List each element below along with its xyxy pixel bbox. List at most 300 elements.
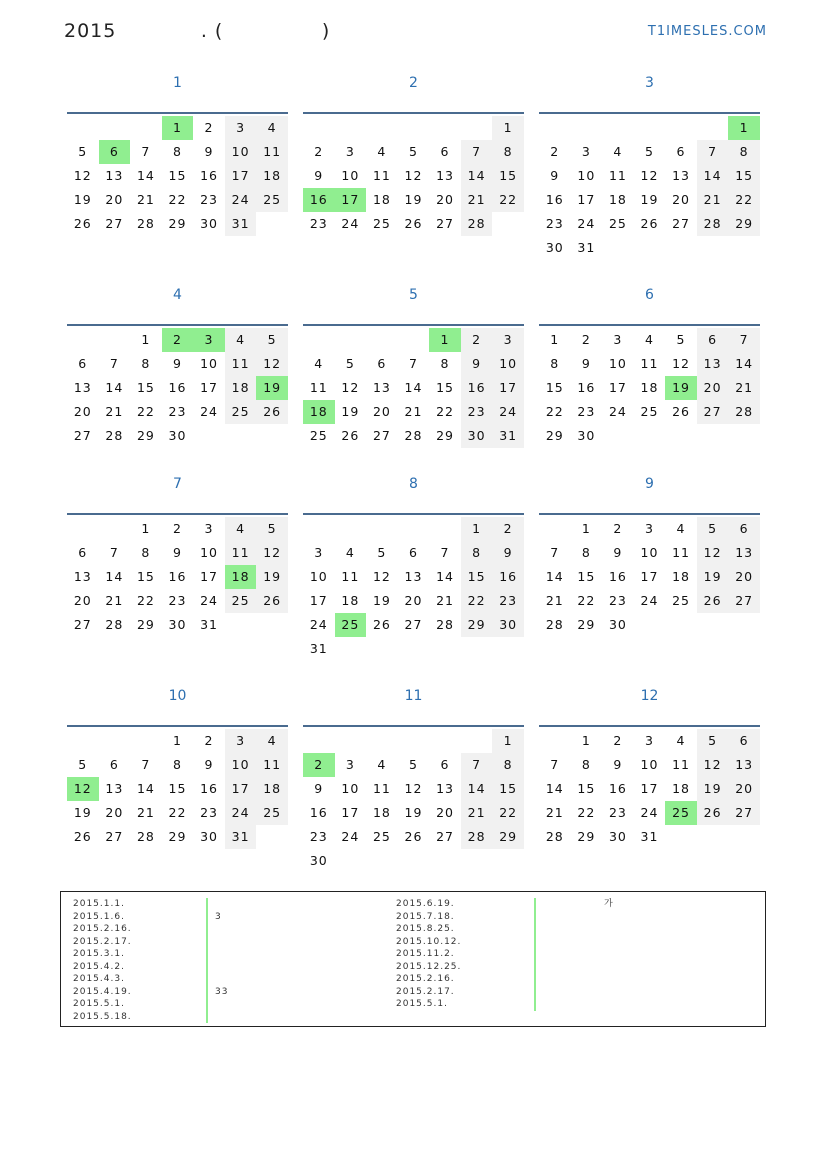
day-cell: 13 [73,569,92,584]
empty-cell [665,613,697,637]
day-cell: 5 [256,328,288,352]
day-cell: 24 [225,801,257,825]
day-cell: 16 [608,781,627,796]
legend-name: 33 [215,986,229,997]
day-cell: 19 [372,593,391,608]
day-cell: 26 [341,428,360,443]
day-cell: 18 [256,164,288,188]
day-cell: 5 [408,144,418,159]
day-cell: 11 [256,140,288,164]
day-cell: 27 [672,216,690,231]
week-row [67,212,288,236]
day-cell: 14 [105,569,124,584]
day-cell: 15 [168,781,187,796]
day-cell: 31 [492,424,524,448]
day-cell: 19 [697,777,729,801]
empty-cell [728,825,760,849]
day-cell: 3 [225,116,257,140]
empty-cell [99,517,131,541]
week-row [67,116,288,140]
day-cell: 17 [492,376,524,400]
day-cell: 12 [697,753,729,777]
week-row [539,400,760,424]
day-cell: 19 [665,376,697,400]
month-days [303,324,524,448]
day-cell: 30 [200,829,218,844]
day-cell: 19 [341,404,360,419]
day-cell: 22 [545,404,564,419]
day-cell: 2 [303,753,335,777]
week-row [67,164,288,188]
day-cell: 23 [492,589,524,613]
day-cell: 30 [168,617,187,632]
empty-cell [429,849,461,873]
empty-cell [366,729,398,753]
week-row [67,188,288,212]
day-cell: 7 [408,356,418,371]
day-cell: 23 [309,216,328,231]
empty-cell [429,729,461,753]
day-cell: 18 [640,380,659,395]
month-label: 1 [173,75,182,91]
day-cell: 14 [461,164,493,188]
week-row [539,376,760,400]
day-cell: 25 [640,404,659,419]
day-cell: 10 [309,569,328,584]
day-cell: 14 [136,168,155,183]
empty-cell [429,637,461,661]
day-cell: 19 [404,805,423,820]
week-row [539,565,760,589]
day-cell: 22 [436,404,454,419]
legend-marker [534,923,536,936]
day-cell: 23 [461,400,493,424]
empty-cell [225,613,257,637]
day-cell: 15 [545,380,564,395]
day-cell: 19 [697,565,729,589]
week-row [67,352,288,376]
day-cell: 18 [672,569,690,584]
day-cell: 2 [550,144,560,159]
day-cell: 7 [697,140,729,164]
week-row [67,517,288,541]
empty-cell [492,849,524,873]
empty-cell [697,236,729,260]
empty-cell [99,116,131,140]
legend-marker [206,973,208,986]
legend-date: 2015.4.2. [73,961,125,972]
day-cell: 22 [728,188,760,212]
empty-cell [728,236,760,260]
day-cell: 13 [672,168,690,183]
day-cell: 22 [577,593,596,608]
day-cell: 17 [577,192,596,207]
day-cell: 26 [672,404,690,419]
month-label: 2 [409,75,418,91]
day-cell: 8 [141,545,151,560]
day-cell: 11 [256,753,288,777]
empty-cell [335,729,367,753]
day-cell: 24 [492,400,524,424]
day-cell: 29 [136,617,155,632]
day-cell: 27 [436,216,454,231]
day-cell: 9 [204,757,214,772]
legend-date: 2015.10.12. [396,936,462,947]
empty-cell [67,328,99,352]
day-cell: 14 [697,164,729,188]
day-cell: 30 [608,617,627,632]
day-cell: 22 [461,589,493,613]
day-cell: 14 [545,569,564,584]
day-cell: 7 [141,757,151,772]
day-cell: 29 [492,825,524,849]
day-cell: 27 [372,428,391,443]
empty-cell [398,517,430,541]
day-cell: 10 [577,168,596,183]
day-cell: 23 [200,805,218,820]
week-row [303,541,524,565]
day-cell: 28 [728,400,760,424]
day-cell: 9 [492,541,524,565]
day-cell: 17 [200,569,218,584]
day-cell: 1 [581,521,591,536]
empty-cell [634,424,666,448]
empty-cell [193,424,225,448]
day-cell: 31 [200,617,218,632]
empty-cell [665,116,697,140]
day-cell: 16 [168,569,187,584]
month-label: 11 [404,688,423,704]
month-label: 3 [645,75,654,91]
day-cell: 1 [492,116,524,140]
day-cell: 15 [436,380,454,395]
day-cell: 16 [461,376,493,400]
empty-cell [99,729,131,753]
day-cell: 31 [577,240,596,255]
day-cell: 4 [676,733,686,748]
month-days [539,324,760,448]
day-cell: 17 [640,569,659,584]
day-cell: 4 [256,116,288,140]
day-cell: 3 [644,521,654,536]
day-cell: 6 [78,545,88,560]
month-block [539,66,760,260]
day-cell: 29 [461,613,493,637]
day-cell: 24 [341,829,360,844]
day-cell: 6 [377,356,387,371]
legend-date: 2015.5.18. [73,1011,132,1022]
empty-cell [602,424,634,448]
legend-date: 2015.5.1. [73,999,125,1009]
day-cell: 5 [256,517,288,541]
empty-cell [539,517,571,541]
day-cell: 5 [408,757,418,772]
empty-cell [335,116,367,140]
month-block [539,467,760,637]
day-cell: 25 [372,216,391,231]
day-cell: 7 [141,144,151,159]
day-cell: 16 [309,805,328,820]
legend-date: 2015.2.16. [396,974,455,984]
day-cell: 6 [109,757,119,772]
week-row [539,753,760,777]
day-cell: 31 [309,641,328,656]
day-cell: 18 [225,376,257,400]
day-cell: 2 [314,144,324,159]
day-cell: 20 [697,376,729,400]
month-days [539,112,760,260]
empty-cell [634,236,666,260]
legend-marker [206,1011,208,1024]
day-cell: 16 [492,565,524,589]
week-row [67,589,288,613]
day-cell: 8 [492,140,524,164]
week-row [67,777,288,801]
legend-date: 2015.2.16. [73,924,132,934]
month-days [303,112,524,236]
day-cell: 13 [105,781,124,796]
week-row [303,753,524,777]
day-cell: 6 [697,328,729,352]
day-cell: 17 [309,593,328,608]
month-days [539,725,760,849]
day-cell: 27 [105,829,124,844]
day-cell: 8 [581,545,591,560]
legend-date: 2015.7.18. [396,911,455,922]
empty-cell [366,328,398,352]
empty-cell [461,637,493,661]
day-cell: 6 [440,144,450,159]
week-row [539,729,760,753]
empty-cell [665,236,697,260]
day-cell: 9 [314,781,324,796]
week-row [67,729,288,753]
day-cell: 27 [728,801,760,825]
day-cell: 29 [545,428,564,443]
day-cell: 10 [492,352,524,376]
day-cell: 12 [404,168,423,183]
day-cell: 31 [225,212,257,236]
day-cell: 20 [436,805,454,820]
empty-cell [398,849,430,873]
day-cell: 9 [550,168,560,183]
day-cell: 26 [372,617,391,632]
day-cell: 4 [377,144,387,159]
day-cell: 26 [73,829,92,844]
empty-cell [602,236,634,260]
week-row [303,140,524,164]
day-cell: 25 [608,216,627,231]
day-cell: 23 [608,805,627,820]
day-cell: 26 [256,400,288,424]
day-cell: 27 [436,829,454,844]
site-brand-link[interactable]: T1IMESLES.COM [647,24,767,39]
day-cell: 11 [372,168,391,183]
day-cell: 27 [697,400,729,424]
legend-name: 가 [604,899,614,909]
empty-cell [398,729,430,753]
day-cell: 13 [728,753,760,777]
legend-date: 2015.2.17. [396,986,455,997]
legend-marker [206,923,208,936]
day-cell: 25 [309,428,328,443]
day-cell: 2 [204,733,214,748]
day-cell: 9 [613,757,623,772]
day-cell: 10 [640,757,659,772]
day-cell: 30 [461,424,493,448]
day-cell: 8 [172,757,182,772]
week-row [539,212,760,236]
day-cell: 31 [225,825,257,849]
week-row [303,589,524,613]
empty-cell [366,116,398,140]
empty-cell [256,424,288,448]
day-cell: 18 [303,400,335,424]
legend-marker [534,973,536,986]
day-cell: 3 [345,144,355,159]
day-cell: 3 [204,521,214,536]
day-cell: 13 [105,168,124,183]
day-cell: 5 [78,757,88,772]
week-row [539,517,760,541]
empty-cell [130,729,162,753]
day-cell: 20 [105,192,124,207]
day-cell: 15 [577,569,596,584]
day-cell: 18 [608,192,627,207]
day-cell: 11 [341,569,360,584]
month-block [539,278,760,448]
holiday-legend [60,891,766,1027]
day-cell: 24 [341,216,360,231]
day-cell: 14 [436,569,454,584]
empty-cell [634,613,666,637]
week-row [539,613,760,637]
empty-cell [335,637,367,661]
day-cell: 2 [613,733,623,748]
empty-cell [303,116,335,140]
day-cell: 28 [436,617,454,632]
empty-cell [256,613,288,637]
day-cell: 19 [640,192,659,207]
day-cell: 12 [256,352,288,376]
month-block [303,467,524,661]
day-cell: 11 [309,380,328,395]
day-cell: 7 [109,356,119,371]
week-row [303,849,524,873]
month-label: 6 [645,287,654,303]
day-cell: 7 [461,753,493,777]
day-cell: 9 [581,356,591,371]
day-cell: 7 [109,545,119,560]
day-cell: 30 [492,613,524,637]
week-row [67,613,288,637]
day-cell: 12 [697,541,729,565]
empty-cell [539,729,571,753]
empty-cell [67,729,99,753]
day-cell: 8 [141,356,151,371]
month-days [67,324,288,448]
day-cell: 5 [377,545,387,560]
day-cell: 25 [225,400,257,424]
day-cell: 23 [608,593,627,608]
legend-marker [534,898,536,911]
day-cell: 15 [136,569,155,584]
empty-cell [67,116,99,140]
empty-cell [303,729,335,753]
day-cell: 21 [436,593,454,608]
week-row [539,541,760,565]
legend-date: 2015.4.19. [73,986,132,997]
week-row [303,613,524,637]
day-cell: 3 [613,332,623,347]
day-cell: 22 [492,188,524,212]
day-cell: 15 [577,781,596,796]
day-cell: 27 [73,428,92,443]
day-cell: 11 [225,352,257,376]
day-cell: 4 [256,729,288,753]
day-cell: 2 [492,517,524,541]
day-cell: 16 [545,192,564,207]
week-row [67,328,288,352]
day-cell: 19 [73,192,92,207]
day-cell: 17 [341,805,360,820]
empty-cell [602,116,634,140]
day-cell: 26 [640,216,659,231]
week-row [303,188,524,212]
empty-cell [366,637,398,661]
empty-cell [697,116,729,140]
day-cell: 1 [550,332,560,347]
month-days [303,513,524,661]
day-cell: 14 [461,777,493,801]
empty-cell [335,328,367,352]
day-cell: 4 [314,356,324,371]
day-cell: 12 [640,168,659,183]
empty-cell [335,849,367,873]
day-cell: 15 [492,164,524,188]
legend-marker [206,948,208,961]
month-label: 7 [173,476,182,492]
day-cell: 8 [440,356,450,371]
day-cell: 19 [73,805,92,820]
day-cell: 19 [404,192,423,207]
legend-marker [534,948,536,961]
day-cell: 4 [613,144,623,159]
day-cell: 10 [341,781,360,796]
week-row [303,352,524,376]
day-cell: 13 [372,380,391,395]
day-cell: 12 [372,569,391,584]
week-row [303,825,524,849]
empty-cell [366,849,398,873]
day-cell: 3 [492,328,524,352]
month-label: 9 [645,476,654,492]
week-row [539,140,760,164]
legend-name: 3 [215,911,222,922]
day-cell: 22 [136,404,155,419]
day-cell: 1 [492,729,524,753]
day-cell: 24 [309,617,328,632]
day-cell: 9 [613,545,623,560]
day-cell: 4 [377,757,387,772]
day-cell: 11 [225,541,257,565]
month-block [539,679,760,849]
day-cell: 25 [672,593,690,608]
day-cell: 27 [105,216,124,231]
day-cell: 2 [204,120,214,135]
day-cell: 2 [162,328,194,352]
day-cell: 12 [404,781,423,796]
